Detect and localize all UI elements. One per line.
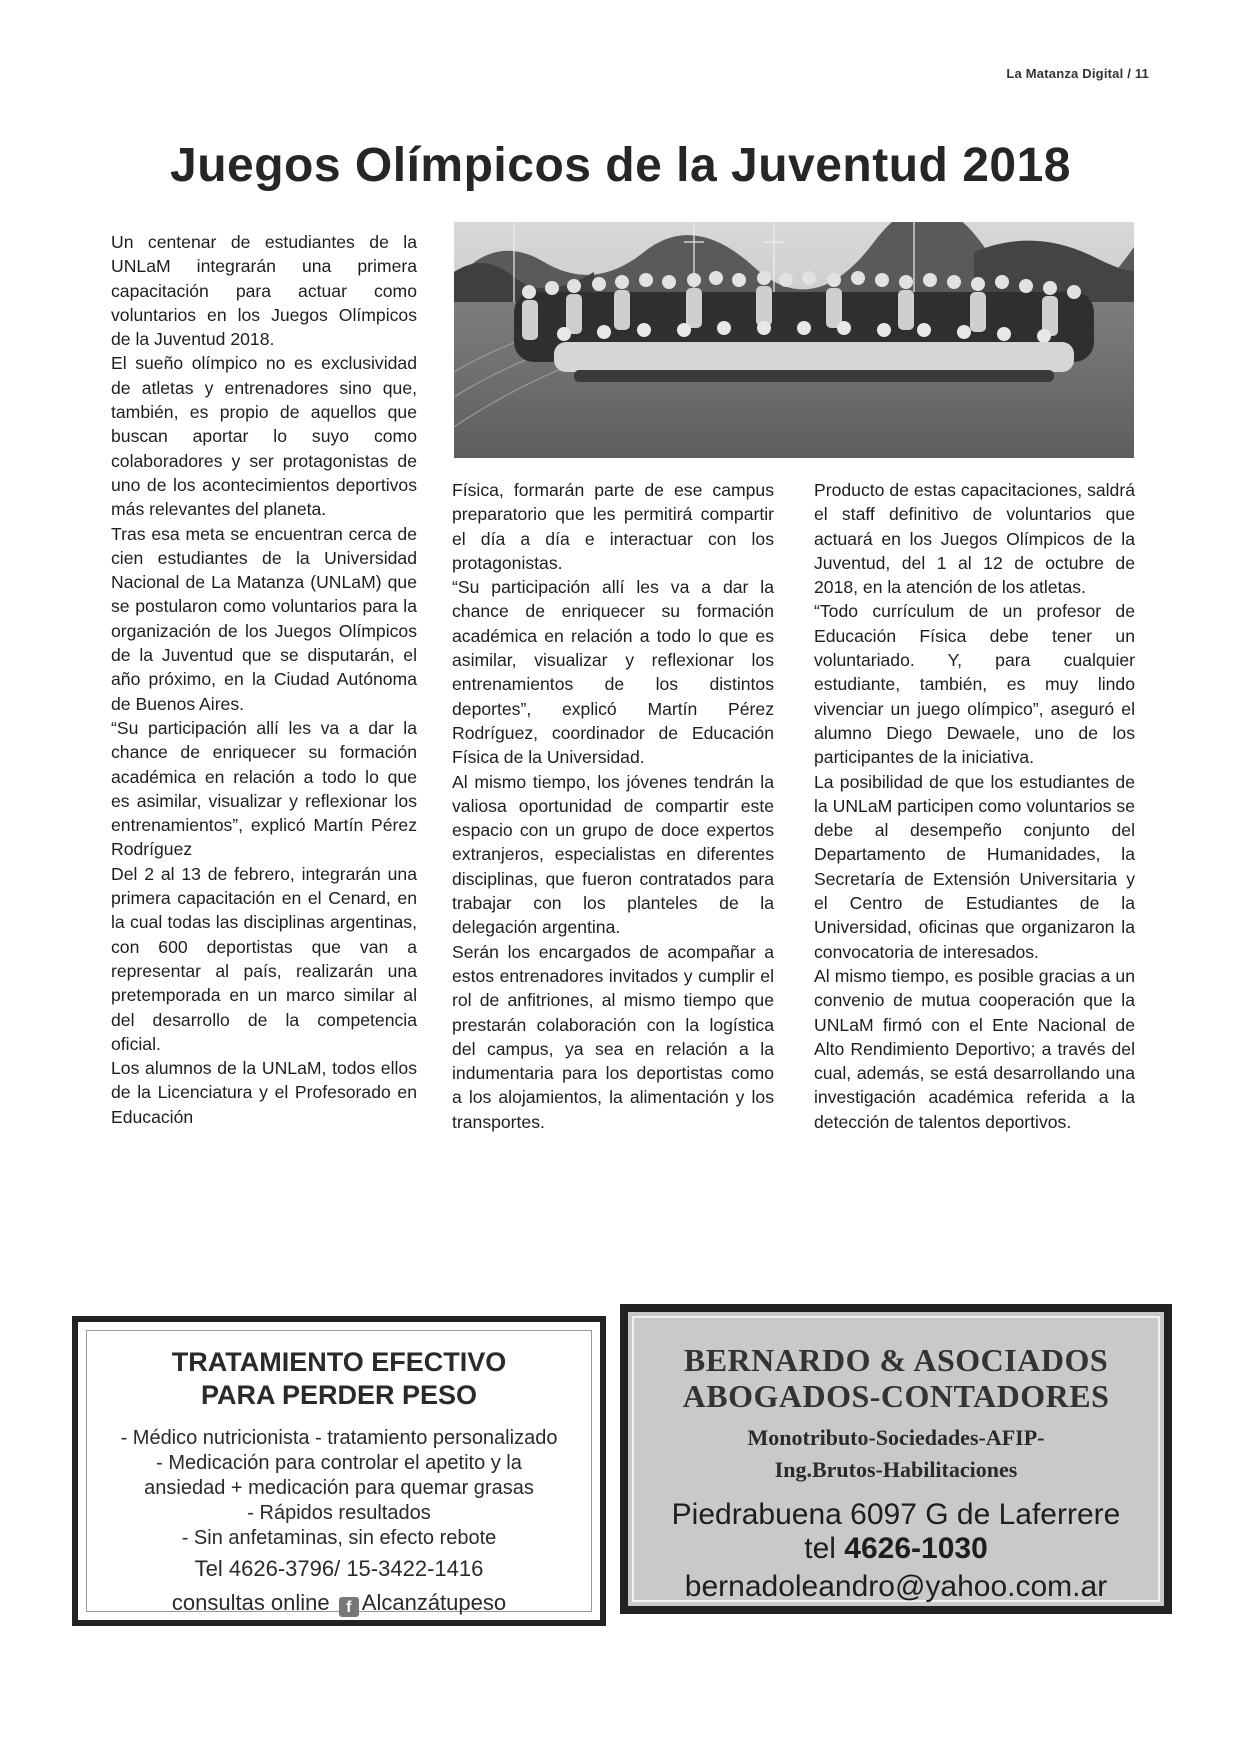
firm-email: bernadoleandro@yahoo.com.ar [684,1570,1108,1603]
paragraph: Física, formarán parte de ese campus preparatorio que les permitirá compartir el día a día e interactuar con los protagonistas. [452,480,774,573]
facebook-page-name: Alcanzátupeso [361,1590,507,1615]
ad-feature-line: - Medicación para controlar el apetito y la [156,1452,522,1474]
article-title: Juegos Olímpicos de la Juventud 2018 [170,139,1071,192]
group-photo-image [454,222,1134,458]
firm-name-line-2: ABOGADOS-CONTADORES [682,1378,1110,1414]
article-column-1 [111,230,417,1129]
firm-phone [628,1532,1164,1566]
paragraph: Los alumnos de la UNLaM, todos ellos de la Licenciatura y el Profesorado en Educación [111,1058,417,1127]
ad-heading-line-1: TRATAMIENTO EFECTIVO [171,1347,507,1377]
paragraph: “Su participación allí les va a dar la chance de enriquecer su formación académica en relación a todo lo que es asimilar, visualizar y reflexionar los entrenamientos”, explicó Martín Pérez Rodríguez [111,717,417,860]
paragraph: Un centenar de estudiantes de la UNLaM integrarán una primera capacitación para actuar como voluntarios en los Juegos Olímpicos de la Juventud 2018. [111,232,417,350]
paragraph: Del 2 al 13 de febrero, integrarán una primera capacitación en el Cenard, en la cual todas las disciplinas argentinas, con 600 deportistas que van a representar al país, realizarán una pretemporada en un marco similar al del desarrollo de la competencia oficial. [111,863,417,1054]
firm-name [628,1342,1164,1414]
firm-name-line-1: BERNARDO & ASOCIADOS [683,1342,1109,1378]
ad-heading [78,1346,600,1412]
ad-online [78,1590,600,1617]
ad-feature-line: ansiedad + medicación para quemar grasas [144,1477,534,1499]
publication-name: La Matanza Digital [1006,66,1124,81]
ad-feature-line: - Rápidos resultados [247,1502,431,1524]
paragraph: Producto de estas capacitaciones, saldrá el staff definitivo de voluntarios que actuará en los Juegos Olímpicos de la Juventud, del 1 al 12 de octubre de 2018, en la atención de los atletas. [814,480,1135,598]
article-column-2 [452,478,774,1134]
tel-number: 4626-1030 [844,1532,988,1565]
ad-feature-list [78,1426,600,1551]
paragraph: Tras esa meta se encuentran cerca de cien estudiantes de la Universidad Nacional de La Matanza (UNLaM) que se postularon como voluntarios para la organización de los Juegos Olímpicos de la Juventud que se disputarán, el año próximo, en la Ciudad Autónoma de Buenos Aires. [111,523,417,714]
paragraph: Al mismo tiempo, es posible gracias a un convenio de mutua cooperación que la UNLaM firmó con el Ente Nacional de Alto Rendimiento Deportivo; a través del cual, además, se está desarrollando una investigación académica referida a la detección de talentos deportivos. [814,965,1135,1132]
ad-feature-line: - Sin anfetaminas, sin efecto rebote [181,1527,497,1549]
ad-heading-line-2: PARA PERDER PESO [200,1380,478,1410]
header-separator: / [1127,66,1132,81]
services-line-1: Monotributo-Sociedades-AFIP- [747,1425,1045,1450]
paragraph: Al mismo tiempo, los jóvenes tendrán la valiosa oportunidad de compartir este espacio con un grupo de doce expertos extranjeros, especialistas en diferentes disciplinas, que fueron contratados para trabajar con los planteles de la delegación argentina. [452,771,774,938]
ad-feature-line: - Médico nutricionista - tratamiento personalizado [120,1427,558,1449]
paragraph: “Todo currículum de un profesor de Educación Física debe tener un voluntariado. Y, para cualquier estudiante, también, es muy lindo vivenciar un juego olímpico”, aseguró el alumno Diego Dewaele, uno de los participantes de la iniciativa. [814,601,1135,768]
facebook-icon: f [339,1597,359,1617]
firm-address: Piedrabuena 6097 G de Laferrere [671,1498,1121,1531]
tel-label: tel [804,1532,836,1565]
paragraph: Serán los encargados de acompañar a estos entrenadores invitados y cumplir el rol de anfitriones, al mismo tiempo que prestarán colaboración con la logística del campus, ya sea en relación a la indumentaria para los deportistas como a los alojamientos, la alimentación y los transportes. [452,941,774,1132]
services-line-2: Ing.Brutos-Habilitaciones [774,1457,1018,1482]
ad-phone: Tel 4626-3796/ 15-3422-1416 [194,1556,484,1581]
law-firm-ad [620,1304,1172,1614]
page-header [1006,66,1149,81]
paragraph: “Su participación allí les va a dar la chance de enriquecer su formación académica en relación a todo lo que es asimilar, visualizar y reflexionar los entrenamientos de los distintos deportes”, explicó Martín Pérez Rodríguez, coordinador de Educación Física de la Universidad. [452,577,774,768]
page-number: 11 [1134,66,1149,81]
online-label: consultas online [171,1590,330,1615]
paragraph: La posibilidad de que los estudiantes de la UNLaM participen como voluntarios se debe al desempeño conjunto del Departamento de Humanidades, la Secretaría de Extensión Universitaria y el Centro de Estudiantes de la Universidad, oficinas que organizaron la convocatoria de interesados. [814,771,1135,962]
firm-services [628,1422,1164,1486]
group-photo [454,222,1134,458]
paragraph: El sueño olímpico no es exclusividad de atletas y entrenadores sino que, también, es propio de aquellos que buscan aportar lo suyo como colaboradores y ser protagonistas de uno de los acontecimientos deportivos más relevantes del planeta. [111,353,417,520]
article-column-3 [814,478,1135,1134]
weight-loss-ad [72,1316,606,1626]
